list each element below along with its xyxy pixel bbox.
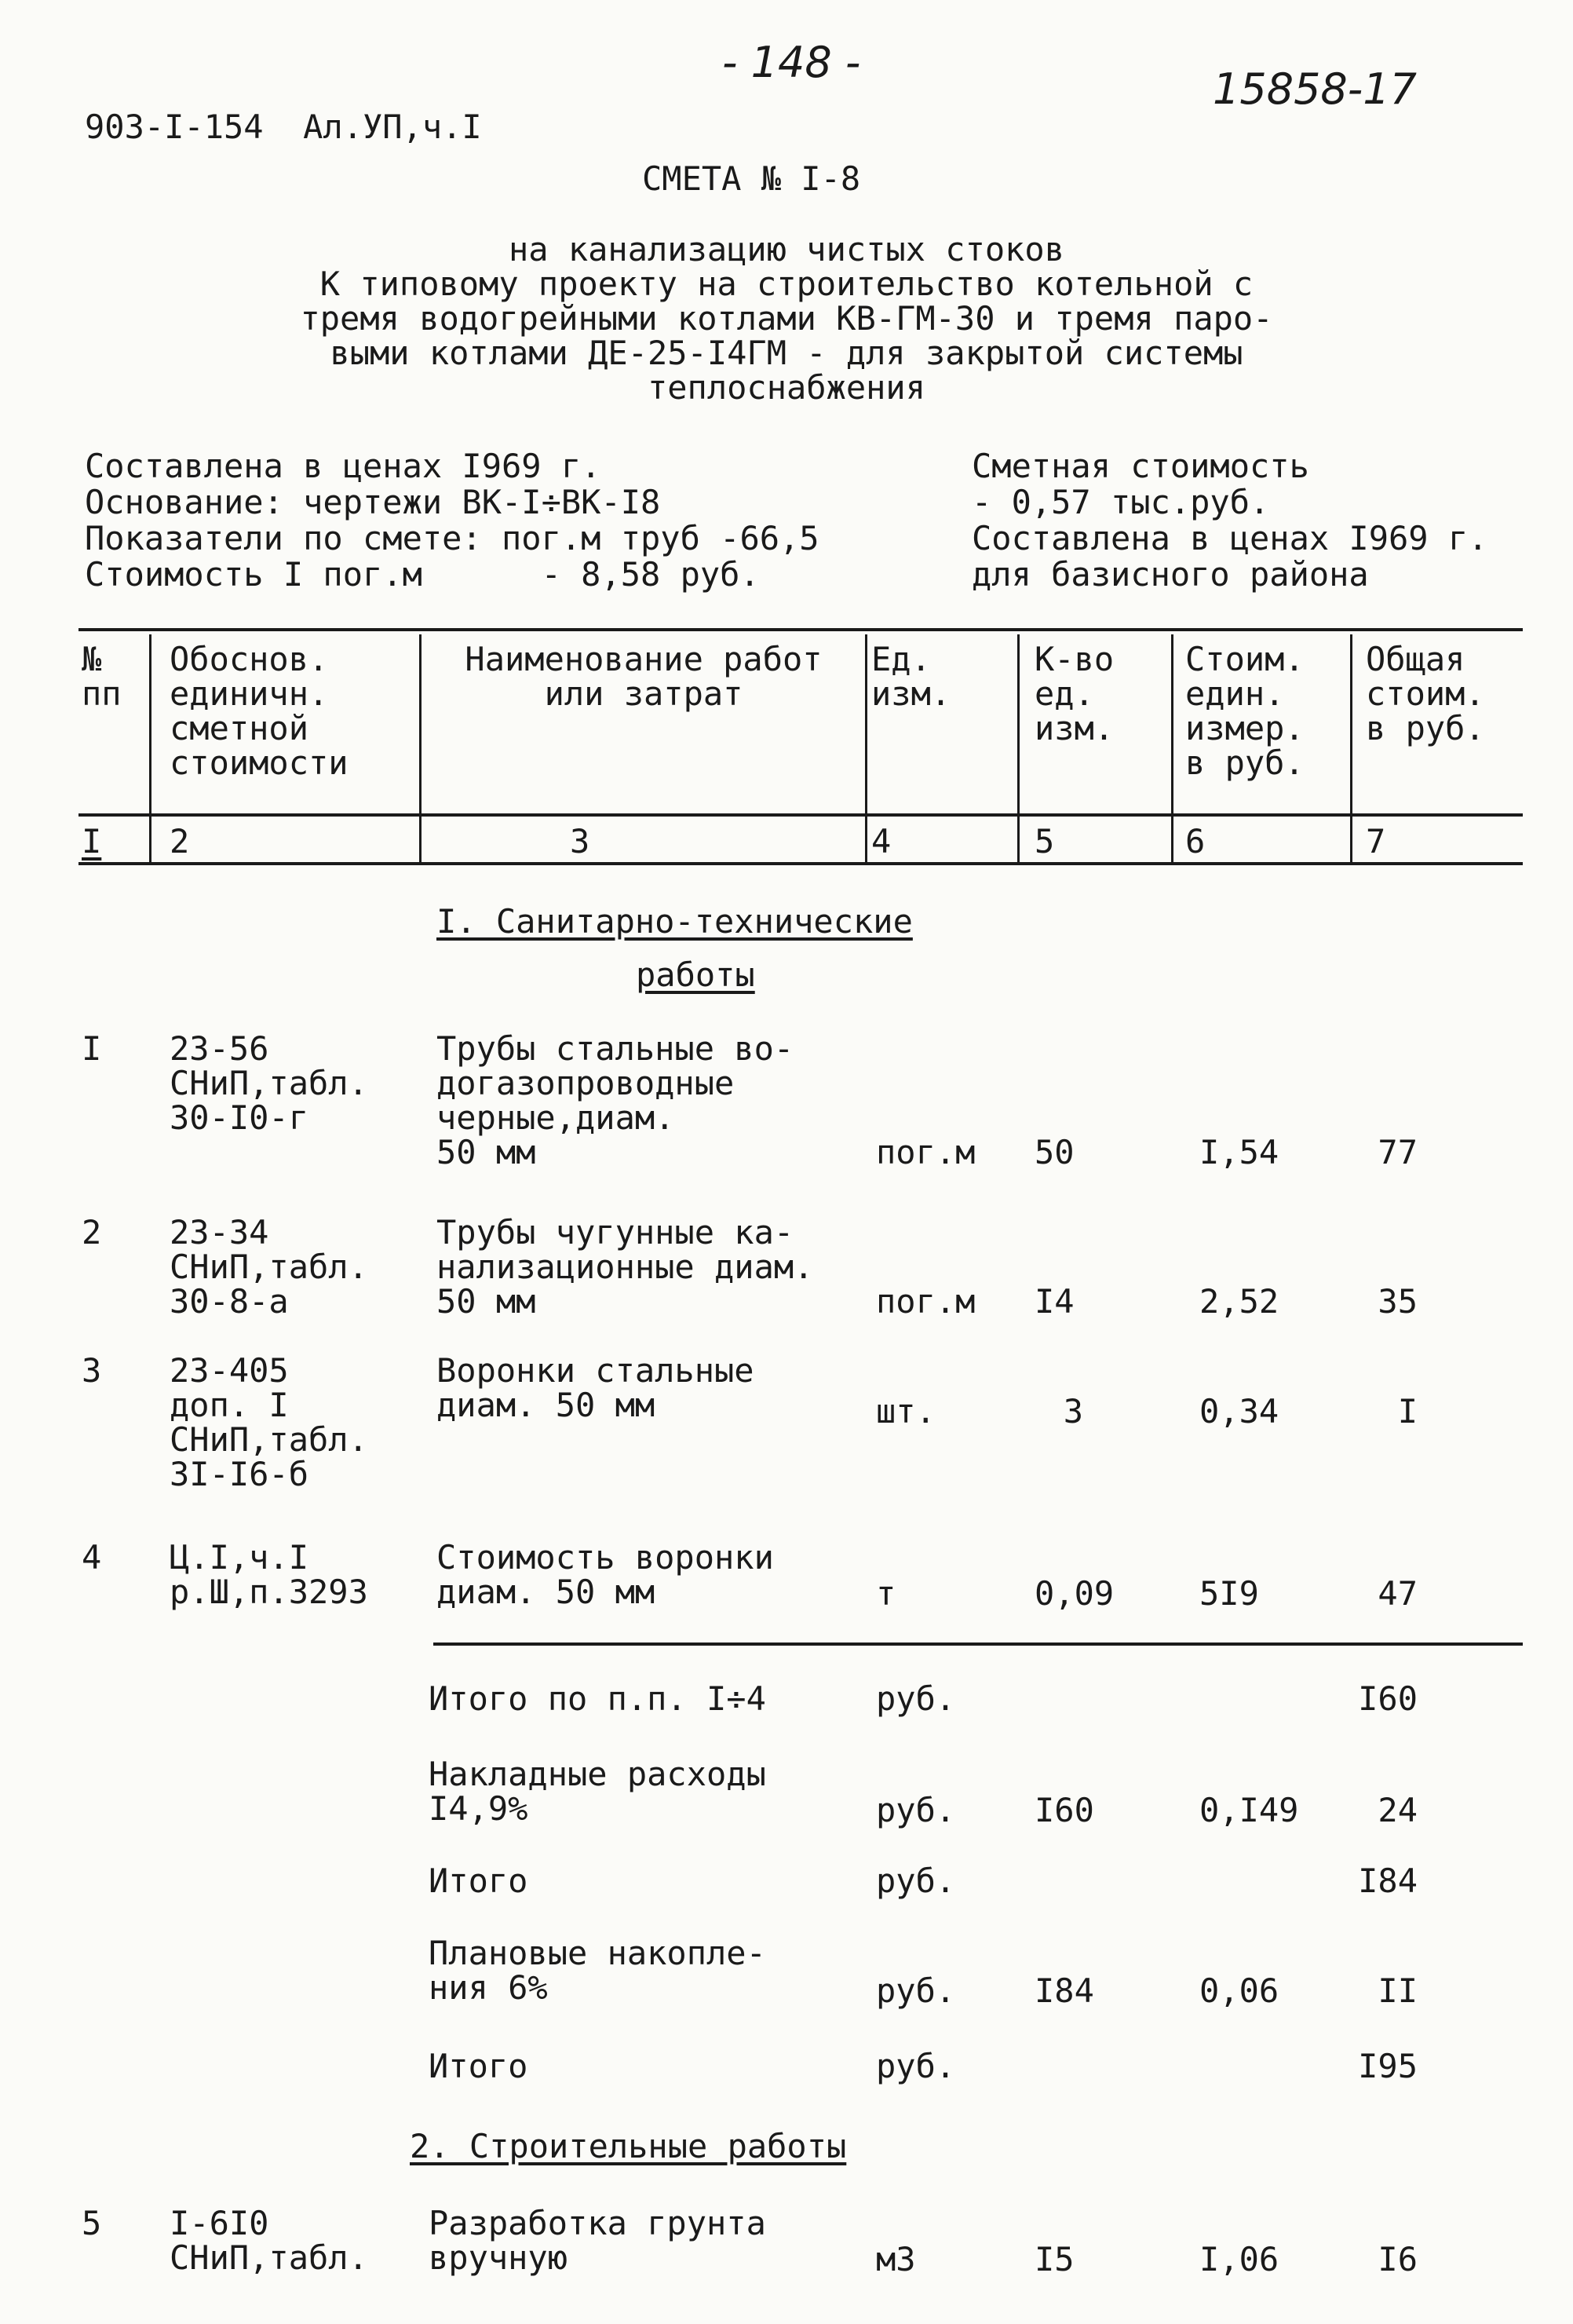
row-2-name: Трубы чугунные ка- нализационные диам. 50 мм	[436, 1213, 814, 1321]
estimate-heading: СМЕТА № I-8	[642, 159, 861, 198]
row-3-price: 0,34	[1199, 1392, 1279, 1431]
row-2-basis: 23-34 СНиП,табл. 30-8-а	[170, 1213, 368, 1321]
column-numbers-rule	[78, 862, 1523, 865]
row-4-unit: т	[876, 1574, 896, 1613]
info-right-1: Сметная стоимость	[972, 447, 1309, 485]
summary-2-unit: руб.	[876, 1791, 956, 1829]
summary-4-qty: I84	[1035, 1971, 1094, 2010]
row-1-name: Трубы стальные во- догазопроводные черные,диам. 50 мм	[436, 1029, 794, 1171]
colnum-7: 7	[1366, 822, 1386, 861]
row-2-number: 2	[82, 1213, 102, 1252]
header-col-unit: Ед. изм.	[871, 640, 951, 713]
header-col-qty: К-во ед. изм.	[1035, 640, 1115, 747]
summary-4-total: II	[1378, 1971, 1418, 2010]
section-2-title	[410, 2129, 846, 2164]
section-1-title-text: I. Санитарно-технические	[436, 902, 913, 941]
row-1-price: I,54	[1199, 1133, 1279, 1171]
header-col-name: Наименование работ или затрат	[465, 640, 823, 713]
row-4-price: 5I9	[1199, 1574, 1259, 1613]
col-divider-5	[1171, 634, 1173, 862]
summary-4-unit: руб.	[876, 1971, 956, 2010]
info-left-2: Основание: чертежи ВК-I÷ВК-I8	[85, 483, 661, 521]
section-2-title-text: 2. Строительные работы	[410, 2127, 847, 2165]
row-4-name: Стоимость воронки диам. 50 мм	[436, 1538, 774, 1611]
row-5-price: I,06	[1199, 2240, 1279, 2278]
row-3-qty: 3	[1063, 1392, 1083, 1431]
info-left-4: Стоимость I пог.м - 8,58 руб.	[85, 555, 760, 594]
section-1-title	[436, 904, 913, 939]
summary-3-label: Итого	[429, 1862, 528, 1900]
colnum-5: 5	[1035, 822, 1055, 861]
header-col-price: Стоим. един. измер. в руб.	[1185, 640, 1305, 782]
summary-4-price: 0,06	[1199, 1971, 1279, 2010]
summary-2-label: Накладные расходы I4,9%	[429, 1755, 766, 1828]
row-3-unit: шт.	[876, 1392, 936, 1431]
row-4-total: 47	[1378, 1574, 1418, 1613]
row-2-unit: пог.м	[876, 1282, 976, 1321]
header-col-basis: Обоснов. единичн. сметной стоимости	[170, 640, 349, 782]
summary-2-total: 24	[1378, 1791, 1418, 1829]
page-number: - 148 -	[722, 38, 861, 87]
summary-3-total: I84	[1358, 1862, 1418, 1900]
header-col-number: № пп	[82, 640, 122, 713]
row-5-qty: I5	[1035, 2240, 1075, 2278]
colnum-6: 6	[1185, 822, 1206, 861]
section-1-title-continued: работы	[636, 956, 755, 994]
row-1-unit: пог.м	[876, 1133, 976, 1171]
row-1-number: I	[82, 1029, 102, 1068]
col-divider-1	[149, 634, 151, 862]
col-divider-6	[1350, 634, 1352, 862]
summary-4-label: Плановые накопле- ния 6%	[429, 1934, 766, 2007]
table-top-rule	[78, 628, 1523, 631]
summary-1-label: Итого по п.п. I÷4	[429, 1679, 766, 1718]
row-4-number: 4	[82, 1538, 102, 1577]
header-bottom-rule	[78, 813, 1523, 817]
col-divider-4	[1017, 634, 1020, 862]
summary-5-unit: руб.	[876, 2047, 956, 2085]
row-5-basis: I-6I0 СНиП,табл.	[170, 2204, 368, 2277]
summary-divider	[433, 1643, 1523, 1646]
row-2-price: 2,52	[1199, 1282, 1279, 1321]
row-5-number: 5	[82, 2204, 102, 2242]
row-3-total: I	[1397, 1392, 1418, 1431]
row-5-name: Разработка грунта вручную	[429, 2204, 766, 2277]
summary-5-label: Итого	[429, 2047, 528, 2085]
info-left-1: Составлена в ценах I969 г.	[85, 447, 601, 485]
row-4-qty: 0,09	[1035, 1574, 1115, 1613]
row-2-total: 35	[1378, 1282, 1418, 1321]
row-4-basis: Ц.I,ч.I р.Ш,п.3293	[170, 1538, 368, 1611]
info-right-2: - 0,57 тыс.руб.	[972, 483, 1270, 521]
summary-1-unit: руб.	[876, 1679, 956, 1718]
summary-1-total: I60	[1358, 1679, 1418, 1718]
row-3-name: Воронки стальные диам. 50 мм	[436, 1351, 754, 1424]
colnum-3: 3	[570, 822, 590, 861]
colnum-2: 2	[170, 822, 190, 861]
row-2-qty: I4	[1035, 1282, 1075, 1321]
info-right-4: для базисного района	[972, 555, 1369, 594]
col-divider-3	[865, 634, 867, 862]
summary-5-total: I95	[1358, 2047, 1418, 2085]
summary-2-price: 0,I49	[1199, 1791, 1299, 1829]
colnum-1: I	[82, 822, 102, 861]
row-1-qty: 50	[1035, 1133, 1075, 1171]
row-3-number: 3	[82, 1351, 102, 1390]
row-3-basis: 23-405 доп. I СНиП,табл. 3I-I6-б	[170, 1351, 368, 1493]
row-1-total: 77	[1378, 1133, 1418, 1171]
colnum-4: 4	[871, 822, 892, 861]
title-line-2: К типовому проекту на строительство котельной с	[319, 265, 1254, 303]
header-col-total: Общая стоим. в руб.	[1366, 640, 1485, 747]
document-code: 15858-17	[1213, 64, 1417, 114]
summary-2-qty: I60	[1035, 1791, 1094, 1829]
title-line-5: теплоснабжения	[647, 368, 925, 407]
series-code: 903-I-154 Ал.УП,ч.I	[85, 108, 482, 146]
info-right-3: Составлена в ценах I969 г.	[972, 519, 1488, 557]
col-divider-2	[419, 634, 422, 862]
row-5-unit: м3	[876, 2240, 916, 2278]
title-line-3: тремя водогрейными котлами КВ-ГМ-30 и тремя паро-	[300, 299, 1273, 338]
row-5-total: I6	[1378, 2240, 1418, 2278]
summary-3-unit: руб.	[876, 1862, 956, 1900]
title-line-4: выми котлами ДЕ-25-I4ГМ - для закрытой системы	[330, 334, 1243, 372]
row-1-basis: 23-56 СНиП,табл. 30-I0-г	[170, 1029, 368, 1137]
title-line-1: на канализацию чистых стоков	[508, 230, 1064, 269]
info-left-3: Показатели по смете: пог.м труб -66,5	[85, 519, 819, 557]
